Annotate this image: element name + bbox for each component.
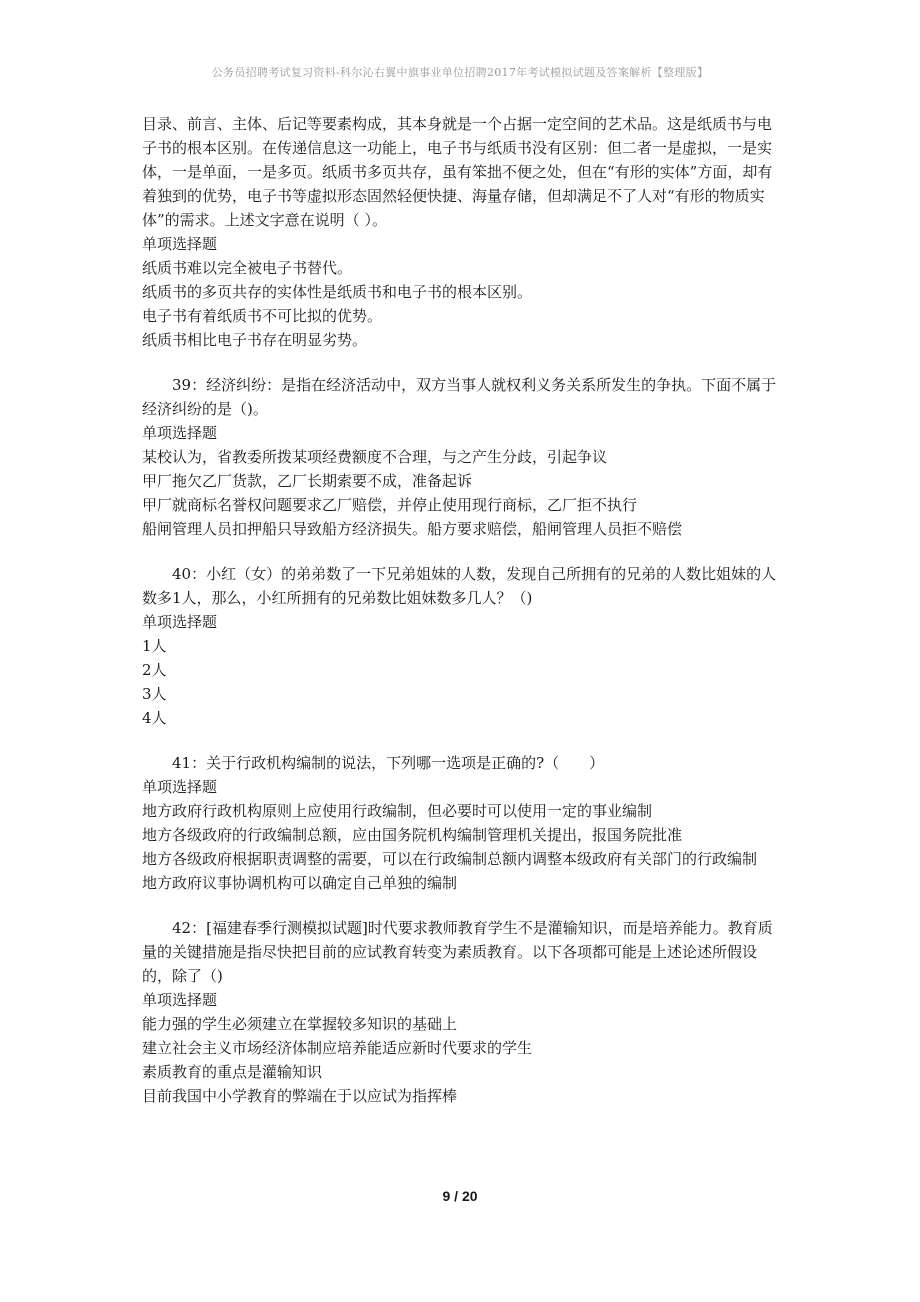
question-stem: 40：小红（女）的弟弟数了一下兄弟姐妹的人数，发现自己所拥有的兄弟的人数比姐妹的人数多1人，那么，小红所拥有的兄弟数比姐妹数多几人？（) (142, 565, 777, 607)
question-type: 单项选择题 (142, 991, 218, 1009)
option-b: 建立社会主义市场经济体制应培养能适应新时代要求的学生 (142, 1039, 533, 1057)
option-d: 4人 (142, 709, 167, 727)
question-block-42 (142, 916, 778, 1108)
option-c: 3人 (142, 685, 167, 703)
page-header: 公务员招聘考试复习资料-科尔沁右翼中旗事业单位招聘2017年考试模拟试题及答案解析【整理版】 (211, 66, 709, 79)
question-stem: 39：经济纠纷：是指在经济活动中，双方当事人就权利义务关系所发生的争执。下面不属于经济纠纷的是（)。 (142, 376, 777, 418)
page-number: 9 / 20 (442, 1188, 478, 1204)
option-c: 地方各级政府根据职责调整的需要，可以在行政编制总额内调整本级政府有关部门的行政编制 (142, 850, 758, 868)
question-stem: 41：关于行政机构编制的说法，下列哪一选项是正确的?（ ） (172, 754, 605, 772)
document-body (142, 112, 778, 1108)
question-type: 单项选择题 (142, 424, 218, 442)
option-d: 纸质书相比电子书存在明显劣势。 (142, 331, 368, 349)
question-block-39 (142, 373, 778, 541)
option-b: 地方各级政府的行政编制总额，应由国务院机构编制管理机关提出，报国务院批准 (142, 826, 683, 844)
question-type: 单项选择题 (142, 778, 218, 796)
option-a: 纸质书难以完全被电子书替代。 (142, 259, 353, 277)
option-b: 纸质书的多页共存的实体性是纸质书和电子书的根本区别。 (142, 283, 533, 301)
option-c: 素质教育的重点是灌输知识 (142, 1063, 323, 1081)
option-a: 能力强的学生必须建立在掌握较多知识的基础上 (142, 1015, 458, 1033)
option-d: 地方政府议事协调机构可以确定自己单独的编制 (142, 874, 458, 892)
question-block-40 (142, 562, 778, 730)
question-type: 单项选择题 (142, 235, 218, 253)
option-b: 甲厂拖欠乙厂货款，乙厂长期索要不成，准备起诉 (142, 472, 473, 490)
option-c: 甲厂就商标名誉权问题要求乙厂赔偿，并停止使用现行商标，乙厂拒不执行 (142, 496, 638, 514)
question-stem: 目录、前言、主体、后记等要素构成，其本身就是一个占据一定空间的艺术品。这是纸质书与电子书的根本区别。在传递信息这一功能上，电子书与纸质书没有区别：但二者一是虚拟，一是实体，一是单面，一是多页。纸质书多页共存，虽有笨拙不便之处，但在“有形的实体”方面，却有着独到的优势，电子书等虚拟形态固然轻便快捷、海量存储，但却满足不了人对“有形的物质实体”的需求。上述文字意在说明（ ）。 (142, 115, 773, 229)
option-a: 某校认为，省教委所拨某项经费额度不合理，与之产生分歧，引起争议 (142, 448, 608, 466)
option-d: 船闸管理人员扣押船只导致船方经济损失。船方要求赔偿，船闸管理人员拒不赔偿 (142, 520, 683, 538)
question-block-prev (142, 112, 778, 352)
question-stem: 42：[福建春季行测模拟试题]时代要求教师教育学生不是灌输知识，而是培养能力。教育质量的关键措施是指尽快把目前的应试教育转变为素质教育。以下各项都可能是上述论述所假设的，除了（) (142, 919, 773, 985)
option-b: 2人 (142, 661, 167, 679)
option-a: 1人 (142, 637, 167, 655)
option-d: 目前我国中小学教育的弊端在于以应试为指挥棒 (142, 1087, 458, 1105)
option-c: 电子书有着纸质书不可比拟的优势。 (142, 307, 383, 325)
question-block-41 (142, 751, 778, 895)
option-a: 地方政府行政机构原则上应使用行政编制，但必要时可以使用一定的事业编制 (142, 802, 653, 820)
question-type: 单项选择题 (142, 613, 218, 631)
